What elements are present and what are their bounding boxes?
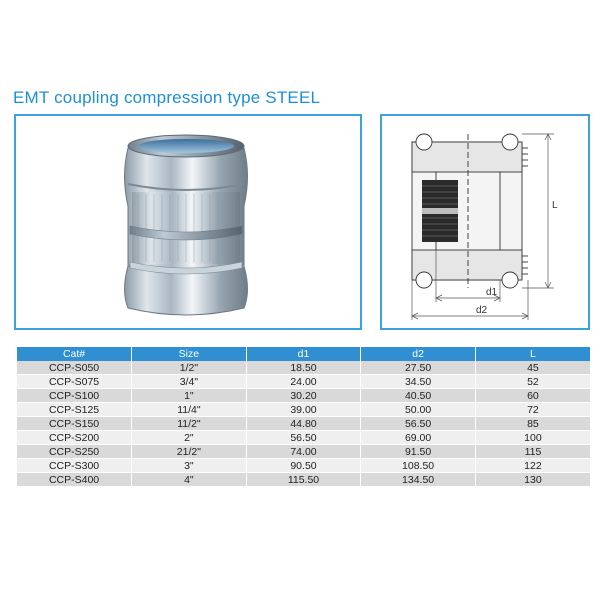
table-row: [17, 473, 590, 487]
cell-size: 3/4": [132, 375, 247, 389]
header-d2: d2: [361, 347, 476, 361]
cell-d1: 44.80: [246, 417, 361, 431]
cell-cat: CCP-S100: [17, 389, 132, 403]
cell-cat: CCP-S300: [17, 459, 132, 473]
cell-size: 1/2": [132, 361, 247, 375]
cell-d1: 56.50: [246, 431, 361, 445]
cell-l: 130: [475, 473, 590, 487]
label-d2: d2: [476, 305, 488, 316]
cell-d2: 56.50: [361, 417, 476, 431]
table-row: [17, 361, 590, 375]
cell-size: 11/4": [132, 403, 247, 417]
page-title: EMT coupling compression type STEEL: [13, 88, 321, 107]
cell-d1: 18.50: [246, 361, 361, 375]
cell-d1: 30.20: [246, 389, 361, 403]
cell-l: 122: [475, 459, 590, 473]
cell-cat: CCP-S075: [17, 375, 132, 389]
cell-d2: 50.00: [361, 403, 476, 417]
cell-cat: CCP-S400: [17, 473, 132, 487]
cell-d1: 39.00: [246, 403, 361, 417]
cell-d1: 90.50: [246, 459, 361, 473]
cell-d2: 34.50: [361, 375, 476, 389]
cell-d1: 115.50: [246, 473, 361, 487]
table-row: [17, 403, 590, 417]
cell-l: 60: [475, 389, 590, 403]
table-row: [17, 445, 590, 459]
table-row: [17, 389, 590, 403]
cell-d2: 108.50: [361, 459, 476, 473]
table-header-row: [17, 347, 590, 361]
cell-d1: 24.00: [246, 375, 361, 389]
cell-l: 100: [475, 431, 590, 445]
cell-size: 1": [132, 389, 247, 403]
cell-cat: CCP-S150: [17, 417, 132, 431]
cell-d2: 91.50: [361, 445, 476, 459]
cell-cat: CCP-S200: [17, 431, 132, 445]
header-d1: d1: [246, 347, 361, 361]
spec-table: [17, 347, 590, 487]
cell-l: 45: [475, 361, 590, 375]
cell-d2: 69.00: [361, 431, 476, 445]
label-d1: d1: [486, 287, 498, 298]
cell-d2: 134.50: [361, 473, 476, 487]
cell-size: 21/2": [132, 445, 247, 459]
cell-d2: 40.50: [361, 389, 476, 403]
technical-drawing-frame: [380, 114, 590, 330]
cell-cat: CCP-S125: [17, 403, 132, 417]
header-size: Size: [132, 347, 247, 361]
cell-cat: CCP-S250: [17, 445, 132, 459]
table-row: [17, 417, 590, 431]
product-photo-frame: [14, 114, 362, 330]
cell-d1: 74.00: [246, 445, 361, 459]
table-row: [17, 459, 590, 473]
table-row: [17, 375, 590, 389]
cell-size: 4": [132, 473, 247, 487]
header-l: L: [475, 347, 590, 361]
cell-l: 52: [475, 375, 590, 389]
cell-size: 2": [132, 431, 247, 445]
coupling-photo: [16, 116, 360, 328]
label-L: L: [552, 200, 558, 211]
cell-l: 85: [475, 417, 590, 431]
header-cat: Cat#: [17, 347, 132, 361]
coupling-technical-drawing: [382, 116, 588, 328]
cell-l: 72: [475, 403, 590, 417]
cell-l: 115: [475, 445, 590, 459]
cell-cat: CCP-S050: [17, 361, 132, 375]
cell-size: 11/2": [132, 417, 247, 431]
cell-size: 3": [132, 459, 247, 473]
table-row: [17, 431, 590, 445]
cell-d2: 27.50: [361, 361, 476, 375]
